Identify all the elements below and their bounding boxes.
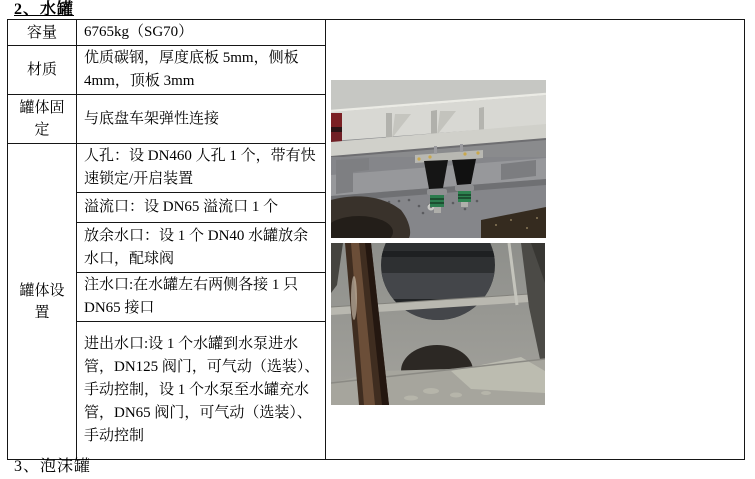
row-label-material-text: 材质 xyxy=(26,62,57,78)
capacity-value: 6765kg（SG70） xyxy=(84,24,194,40)
tank-interior-baffle-photo xyxy=(331,243,545,405)
fitting-drain: 放余水口：设 1 个 DN40 水罐放余水口，配球阀 xyxy=(84,227,309,267)
tank-fixing-value: 与底盘车架弹性连接 xyxy=(84,110,220,127)
material-value-cell xyxy=(77,46,326,95)
tank-fixing-value-cell xyxy=(77,95,326,144)
photo-column xyxy=(326,20,745,460)
row-label-material xyxy=(8,46,77,95)
material-value: 优质碳钢，厚度底板 5mm，侧板 4mm，顶板 3mm xyxy=(84,50,299,89)
fitting-inlet-outlet: 进出水口:设 1 个水罐到水泵进水管，DN125 阀门，可气动（选装）、手动控制，设 1 个水泵至水罐充水管，DN65 阀门，可气动（选装）、手动控制 xyxy=(84,336,320,444)
fitting-filling-port: 注水口:在水罐左右两侧各接 1 只 DN65 接口 xyxy=(84,277,299,316)
fitting-overflow-cell xyxy=(77,193,326,223)
row-label-tank-fixing xyxy=(8,95,77,144)
row-label-tank-fixing-text: 罐体固定 xyxy=(19,100,65,138)
capacity-value-cell xyxy=(77,20,326,46)
row-label-tank-fittings-text: 罐体设置 xyxy=(19,282,65,321)
fitting-manhole-cell xyxy=(77,144,326,193)
fitting-manhole: 人孔：设 DN460 人孔 1 个，带有快速锁定/开启装置 xyxy=(84,148,316,187)
section-title-water-tank: 2、水罐 xyxy=(14,1,75,18)
fitting-filling-port-cell xyxy=(77,273,326,322)
fitting-overflow: 溢流口：设 DN65 溢流口 1 个 xyxy=(84,199,279,215)
row-label-capacity xyxy=(8,20,77,46)
row-label-tank-fittings xyxy=(8,144,77,460)
section-title-foam-tank: 3、泡沫罐 xyxy=(14,458,92,475)
row-label-capacity-text: 容量 xyxy=(26,24,57,41)
tank-chassis-mounting-photo xyxy=(331,80,546,238)
fitting-inlet-outlet-cell xyxy=(77,322,326,460)
water-tank-spec-table xyxy=(7,19,745,460)
fitting-drain-cell xyxy=(77,223,326,273)
